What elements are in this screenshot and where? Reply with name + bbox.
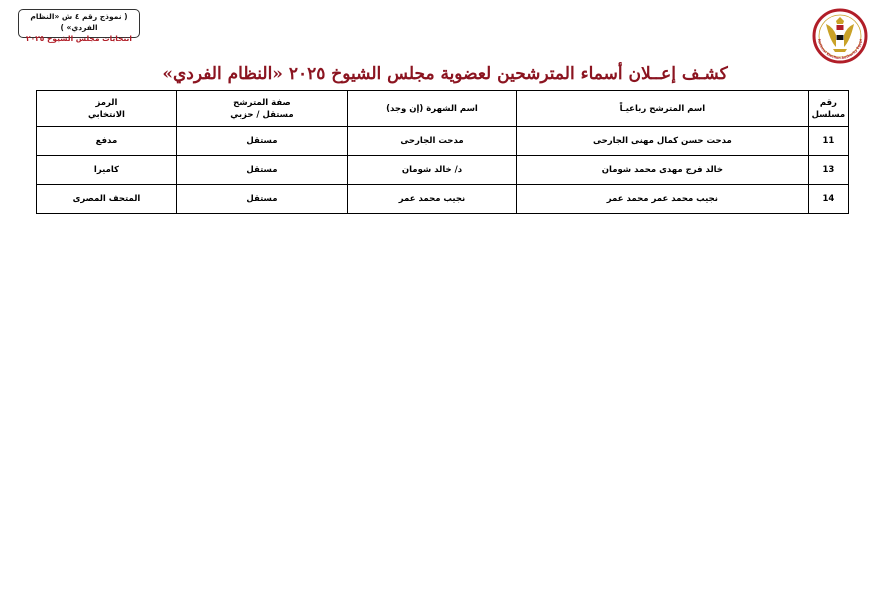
cell-status: مستقل [176, 127, 347, 156]
header-symbol-line1: الرمز [95, 97, 118, 108]
form-number-label [18, 9, 140, 43]
cell-serial: 11 [808, 127, 848, 156]
header-symbol [37, 91, 177, 127]
header-popular-name: اسم الشهرة (إن وجد) [347, 91, 516, 127]
table-row [37, 127, 849, 156]
cell-popular-name: مدحت الجارحى [347, 127, 516, 156]
page-title: كشـف إعــلان أسماء المترشحين لعضوية مجلس الشيوخ ٢٠٢٥ «النظام الفردي» [162, 64, 728, 84]
candidates-table [36, 90, 849, 214]
table-header-row [37, 91, 849, 127]
form-label-line1: ( نموذج رقم ٤ ش «النظام الفردي» ) [30, 12, 128, 32]
cell-name: مدحت حسن كمال مهنى الجارحى [516, 127, 808, 156]
form-label-line2: انتخابات مجلس الشيوخ ٢٠٢٥ [26, 34, 132, 43]
cell-status: مستقل [176, 156, 347, 185]
cell-name: نجيب محمد عمر محمد عمر [516, 185, 808, 214]
header-name: اسم المترشح رباعيـاً [516, 91, 808, 127]
cell-popular-name: نجيب محمد عمر [347, 185, 516, 214]
cell-symbol: كاميرا [37, 156, 177, 185]
table-row [37, 156, 849, 185]
cell-symbol: المتحف المصرى [37, 185, 177, 214]
cell-status: مستقل [176, 185, 347, 214]
national-election-authority-logo [808, 7, 872, 65]
cell-serial: 14 [808, 185, 848, 214]
header-status [176, 91, 347, 127]
logo-caption: National Election Authority Egypt [817, 38, 863, 61]
table-row [37, 185, 849, 214]
header-status-line2: مستقل / حزبي [230, 109, 294, 120]
cell-serial: 13 [808, 156, 848, 185]
header-status-line1: صفة المترشح [233, 97, 291, 108]
header-serial [808, 91, 848, 127]
header-symbol-line2: الانتخابي [87, 109, 125, 120]
cell-name: خالد فرج مهدى محمد شومان [516, 156, 808, 185]
cell-symbol: مدفع [37, 127, 177, 156]
cell-popular-name: د/ خالد شومان [347, 156, 516, 185]
header-serial-line1: رقم [819, 97, 837, 108]
header-serial-line2: مسلسل [811, 109, 846, 120]
